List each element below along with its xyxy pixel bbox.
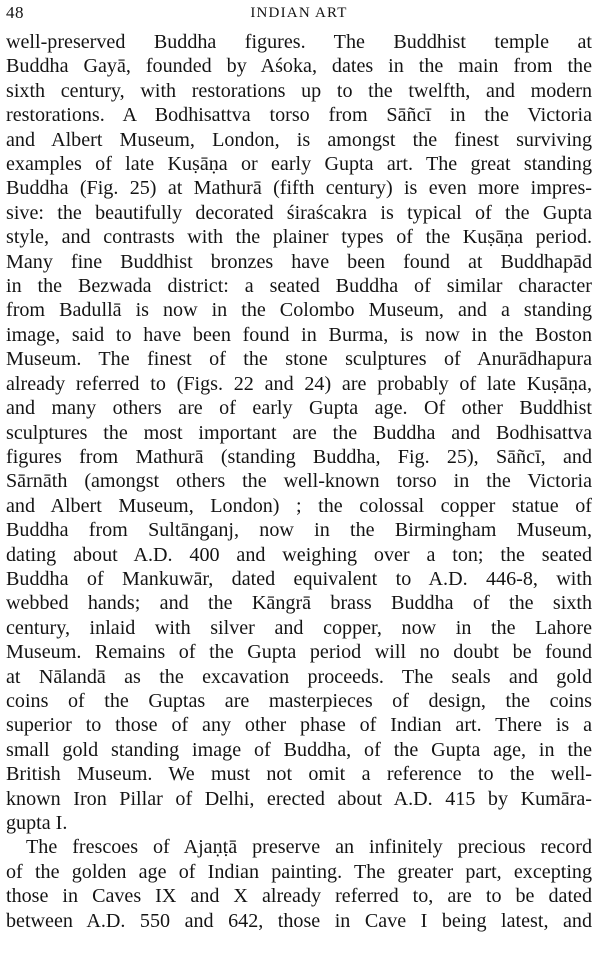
text-line: Museum. The finest of the stone sculptures of Anurādhapura bbox=[6, 348, 592, 371]
text-line: coins of the Guptas are masterpieces of design, the coins bbox=[6, 689, 592, 712]
text-line: and Albert Museum, London) ; the colossal copper statue of bbox=[6, 494, 592, 517]
text-line: examples of late Kuṣāṇa or early Gupta art. The great standing bbox=[6, 153, 592, 176]
text-line: sixth century, with restorations up to the twelfth, and modern bbox=[6, 79, 592, 102]
text-line: Sārnāth (amongst others the well-known torso in the Victoria bbox=[6, 470, 592, 493]
text-line: from Badullā is now in the Colombo Museum, and a standing bbox=[6, 299, 592, 322]
text-line: figures from Mathurā (standing Buddha, Fig. 25), Sāñcī, and bbox=[6, 445, 592, 468]
text-line: webbed hands; and the Kāngrā brass Buddha of the sixth bbox=[6, 592, 592, 615]
text-line: at Nālandā as the excavation proceeds. The seals and gold bbox=[6, 665, 592, 688]
text-line: between A.D. 550 and 642, those in Cave I being latest, and bbox=[6, 909, 592, 932]
text-line: superior to those of any other phase of Indian art. There is a bbox=[6, 714, 592, 737]
body-text bbox=[6, 30, 592, 933]
text-line: Buddha Gayā, founded by Aśoka, dates in the main from the bbox=[6, 55, 592, 78]
paragraph-2 bbox=[6, 835, 592, 933]
text-line: Many fine Buddhist bronzes have been found at Buddhapād bbox=[6, 250, 592, 273]
text-line: Museum. Remains of the Gupta period will no doubt be found bbox=[6, 641, 592, 664]
text-line: already referred to (Figs. 22 and 24) are probably of late Kuṣāṇa, bbox=[6, 372, 592, 395]
text-line: Buddha from Sultānganj, now in the Birmingham Museum, bbox=[6, 519, 592, 542]
text-line: century, inlaid with silver and copper, now in the Lahore bbox=[6, 616, 592, 639]
running-head bbox=[6, 0, 592, 30]
text-line: restorations. A Bodhisattva torso from Sāñcī in the Victoria bbox=[6, 104, 592, 127]
text-line: sculptures the most important are the Buddha and Bodhisattva bbox=[6, 421, 592, 444]
page-number: 48 bbox=[6, 3, 24, 22]
text-line: of the golden age of Indian painting. The greater part, excepting bbox=[6, 860, 592, 883]
running-title: INDIAN ART bbox=[250, 5, 348, 21]
text-line: British Museum. We must not omit a reference to the well- bbox=[6, 763, 592, 786]
text-line: in the Bezwada district: a seated Buddha of similar character bbox=[6, 275, 592, 298]
text-line: and Albert Museum, London, is amongst the finest surviving bbox=[6, 128, 592, 151]
text-line: well-preserved Buddha figures. The Buddhist temple at bbox=[6, 31, 592, 53]
text-line: image, said to have been found in Burma, is now in the Boston bbox=[6, 323, 592, 346]
text-line: those in Caves IX and X already referred to, are to be dated bbox=[6, 885, 592, 908]
text-line: Buddha (Fig. 25) at Mathurā (fifth century) is even more impres- bbox=[6, 177, 592, 200]
text-line: gupta I. bbox=[6, 812, 68, 834]
text-line: dating about A.D. 400 and weighing over a ton; the seated bbox=[6, 543, 592, 566]
text-line: style, and contrasts with the plainer types of the Kuṣāṇa period. bbox=[6, 226, 592, 249]
paragraph-1 bbox=[6, 30, 592, 835]
text-line: The frescoes of Ajaṇṭā preserve an infinitely precious record bbox=[26, 836, 592, 859]
text-line: small gold standing image of Buddha, of the Gupta age, in the bbox=[6, 738, 592, 761]
text-line: and many others are of early Gupta age. Of other Buddhist bbox=[6, 397, 592, 420]
text-line: Buddha of Mankuwār, dated equivalent to A.D. 446-8, with bbox=[6, 567, 592, 590]
text-line: known Iron Pillar of Delhi, erected about A.D. 415 by Kumāra- bbox=[6, 787, 592, 810]
text-line: sive: the beautifully decorated śiraścakra is typical of the Gupta bbox=[6, 201, 592, 224]
